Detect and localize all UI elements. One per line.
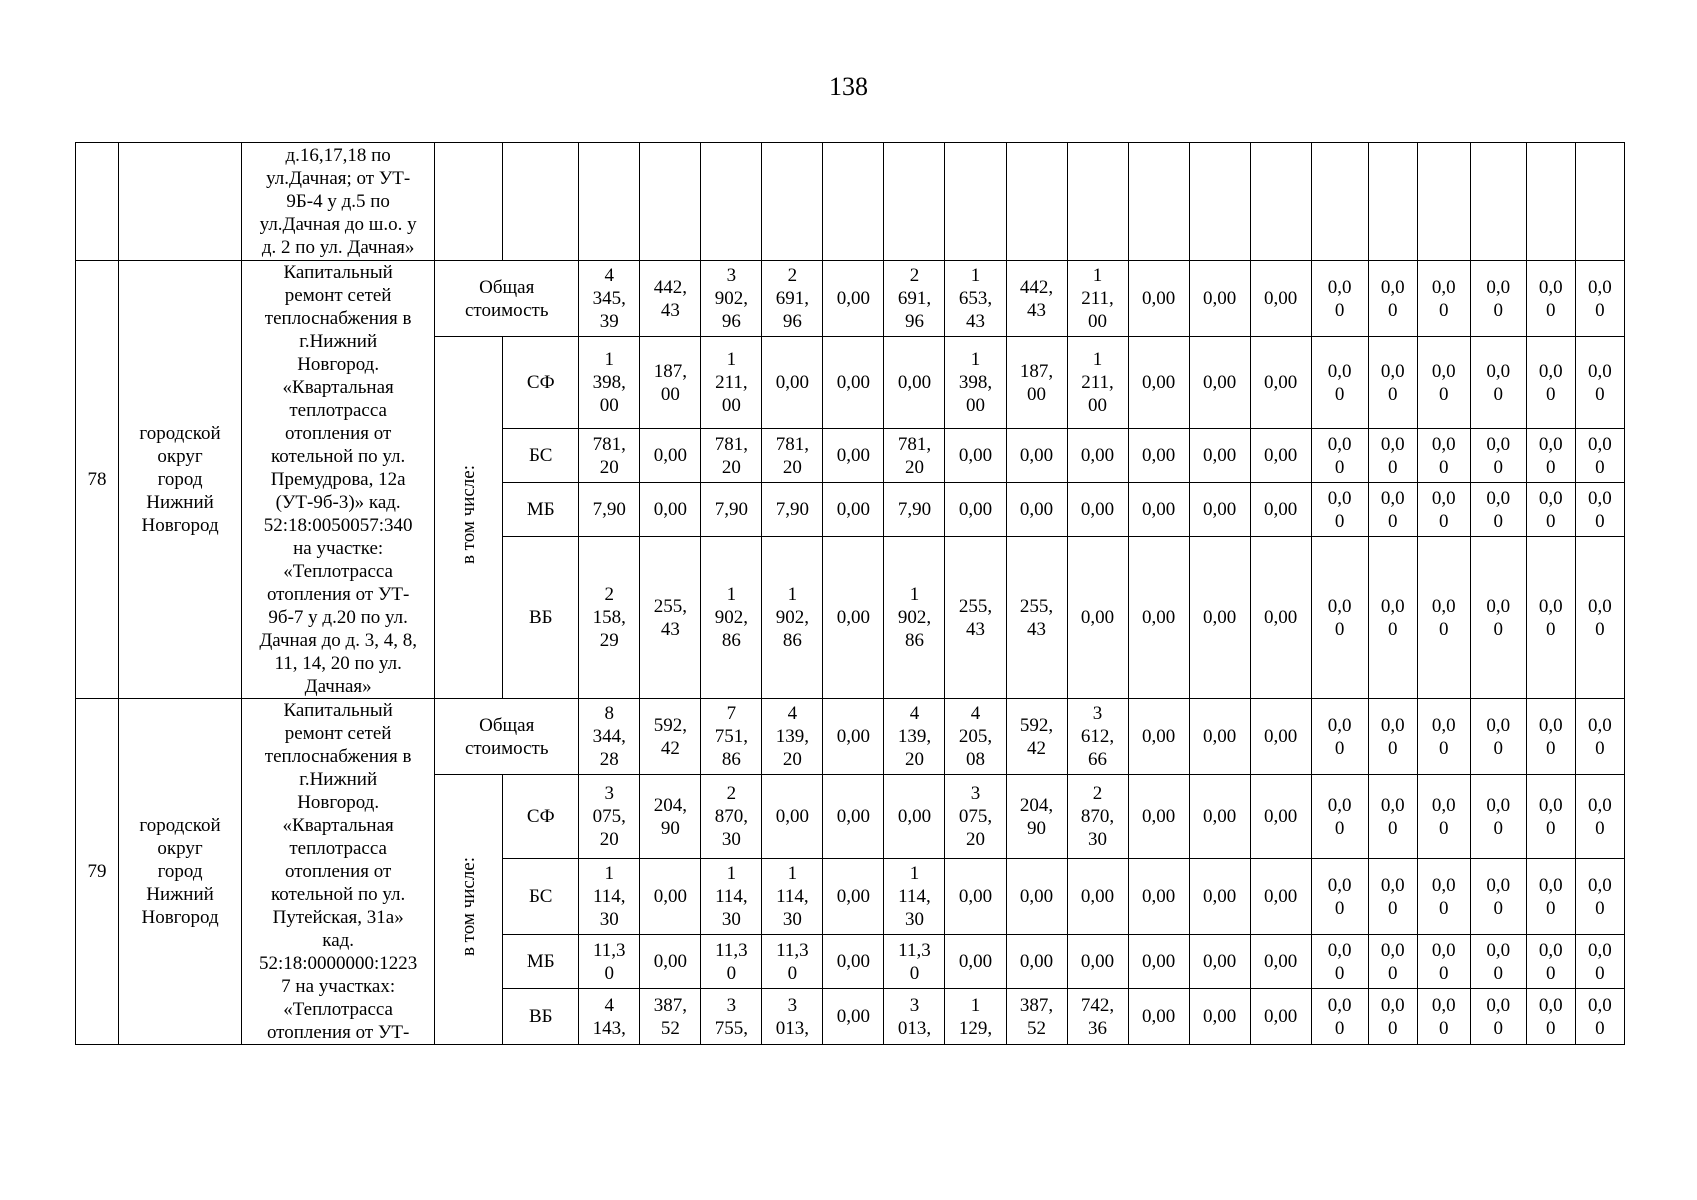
value-cell: 0,00 xyxy=(1006,429,1067,483)
value-cell xyxy=(884,143,945,261)
value-cell: 0,00 xyxy=(1250,537,1311,699)
value-cell: 11,3 0 xyxy=(701,935,762,989)
zero-cell: 0,0 0 xyxy=(1470,859,1526,935)
municipality-cell xyxy=(119,143,242,261)
value-cell xyxy=(823,143,884,261)
value-cell: 0,00 xyxy=(1128,261,1189,337)
zero-cell: 0,0 0 xyxy=(1575,699,1624,775)
value-cell: 1 129, xyxy=(945,989,1006,1045)
zero-cell: 0,0 0 xyxy=(1470,537,1526,699)
value-cell: 0,00 xyxy=(640,429,701,483)
value-cell: 0,00 xyxy=(945,935,1006,989)
zero-cell: 0,0 0 xyxy=(1526,699,1575,775)
zero-cell: 0,0 0 xyxy=(1311,775,1368,859)
funding-source-label: СФ xyxy=(503,775,579,859)
zero-cell: 0,0 0 xyxy=(1526,429,1575,483)
value-cell: 0,00 xyxy=(1189,429,1250,483)
source-label-cell xyxy=(503,143,579,261)
zero-cell: 0,0 0 xyxy=(1470,699,1526,775)
value-cell xyxy=(945,143,1006,261)
value-cell: 0,00 xyxy=(1189,537,1250,699)
value-cell: 0,00 xyxy=(1250,483,1311,537)
including-label: в том числе: xyxy=(458,856,480,957)
zero-cell: 0,0 0 xyxy=(1368,337,1417,429)
zero-cell: 0,0 0 xyxy=(1575,859,1624,935)
zero-cell: 0,0 0 xyxy=(1470,337,1526,429)
value-cell: 781, 20 xyxy=(762,429,823,483)
zero-cell: 0,0 0 xyxy=(1417,775,1470,859)
zero-cell: 0,0 0 xyxy=(1470,989,1526,1045)
funding-source-label: БС xyxy=(503,859,579,935)
funding-source-label: БС xyxy=(503,429,579,483)
total-cost-label: Общая стоимость xyxy=(435,261,579,337)
value-cell: 0,00 xyxy=(823,537,884,699)
zero-cell: 0,0 0 xyxy=(1470,935,1526,989)
zero-cell: 0,0 0 xyxy=(1417,429,1470,483)
zero-cell: 0,0 0 xyxy=(1311,261,1368,337)
value-cell: 1 211, 00 xyxy=(1067,261,1128,337)
source-group-cell xyxy=(435,143,503,261)
value-cell: 781, 20 xyxy=(884,429,945,483)
zero-cell: 0,0 0 xyxy=(1311,537,1368,699)
value-cell: 781, 20 xyxy=(701,429,762,483)
value-cell: 0,00 xyxy=(945,483,1006,537)
value-cell: 0,00 xyxy=(1067,859,1128,935)
value-cell: 0,00 xyxy=(1067,483,1128,537)
zero-cell: 0,0 0 xyxy=(1311,699,1368,775)
value-cell: 11,3 0 xyxy=(762,935,823,989)
zero-cell: 0,0 0 xyxy=(1368,989,1417,1045)
value-cell: 1 114, 30 xyxy=(701,859,762,935)
value-cell: 4 139, 20 xyxy=(762,699,823,775)
value-cell: 387, 52 xyxy=(640,989,701,1045)
zero-cell: 0,0 0 xyxy=(1311,483,1368,537)
value-cell: 0,00 xyxy=(1128,935,1189,989)
zero-cell: 0,0 0 xyxy=(1526,935,1575,989)
value-cell xyxy=(1067,143,1128,261)
value-cell: 0,00 xyxy=(823,989,884,1045)
value-cell: 8 344, 28 xyxy=(579,699,640,775)
zero-cell: 0,0 0 xyxy=(1575,537,1624,699)
table-row xyxy=(76,143,1625,261)
value-cell: 0,00 xyxy=(1189,775,1250,859)
row-number-cell: 78 xyxy=(76,261,119,699)
zero-cell: 0,0 0 xyxy=(1526,775,1575,859)
value-cell: 0,00 xyxy=(1128,429,1189,483)
value-cell: 0,00 xyxy=(823,775,884,859)
value-cell: 0,00 xyxy=(1250,699,1311,775)
value-cell: 0,00 xyxy=(1189,989,1250,1045)
value-cell: 255, 43 xyxy=(640,537,701,699)
value-cell: 0,00 xyxy=(1006,859,1067,935)
zero-cell: 0,0 0 xyxy=(1470,775,1526,859)
zero-cell: 0,0 0 xyxy=(1575,429,1624,483)
zero-cell: 0,0 0 xyxy=(1575,483,1624,537)
value-cell: 7,90 xyxy=(762,483,823,537)
value-cell: 1 398, 00 xyxy=(945,337,1006,429)
value-cell: 0,00 xyxy=(945,429,1006,483)
value-cell: 1 902, 86 xyxy=(884,537,945,699)
municipality-cell: городской округ город Нижний Новгород xyxy=(119,261,242,699)
value-cell: 0,00 xyxy=(1128,483,1189,537)
value-cell xyxy=(701,143,762,261)
value-cell: 0,00 xyxy=(1128,337,1189,429)
value-cell: 0,00 xyxy=(823,261,884,337)
including-cell xyxy=(435,775,503,1045)
value-cell: 0,00 xyxy=(1250,429,1311,483)
value-cell: 187, 00 xyxy=(640,337,701,429)
zero-cell: 0,0 0 xyxy=(1470,429,1526,483)
funding-source-label: ВБ xyxy=(503,537,579,699)
zero-cell: 0,0 0 xyxy=(1575,775,1624,859)
value-cell: 0,00 xyxy=(1128,537,1189,699)
value-cell: 7,90 xyxy=(884,483,945,537)
zero-cell: 0,0 0 xyxy=(1470,261,1526,337)
value-cell xyxy=(1575,143,1624,261)
value-cell xyxy=(1470,143,1526,261)
value-cell xyxy=(1311,143,1368,261)
value-cell: 0,00 xyxy=(762,337,823,429)
zero-cell: 0,0 0 xyxy=(1417,261,1470,337)
value-cell: 442, 43 xyxy=(1006,261,1067,337)
value-cell: 1 211, 00 xyxy=(701,337,762,429)
value-cell: 0,00 xyxy=(1067,429,1128,483)
zero-cell: 0,0 0 xyxy=(1526,989,1575,1045)
value-cell: 7,90 xyxy=(701,483,762,537)
value-cell xyxy=(640,143,701,261)
including-label: в том числе: xyxy=(458,464,480,565)
value-cell: 0,00 xyxy=(1250,859,1311,935)
value-cell: 1 653, 43 xyxy=(945,261,1006,337)
zero-cell: 0,0 0 xyxy=(1368,859,1417,935)
zero-cell: 0,0 0 xyxy=(1311,935,1368,989)
value-cell: 204, 90 xyxy=(640,775,701,859)
zero-cell: 0,0 0 xyxy=(1417,989,1470,1045)
zero-cell: 0,0 0 xyxy=(1526,483,1575,537)
value-cell: 387, 52 xyxy=(1006,989,1067,1045)
value-cell: 0,00 xyxy=(1006,483,1067,537)
value-cell: 0,00 xyxy=(1189,935,1250,989)
zero-cell: 0,0 0 xyxy=(1368,483,1417,537)
value-cell: 2 691, 96 xyxy=(762,261,823,337)
value-cell: 2 158, 29 xyxy=(579,537,640,699)
value-cell: 0,00 xyxy=(1189,859,1250,935)
value-cell: 0,00 xyxy=(1067,537,1128,699)
value-cell xyxy=(1250,143,1311,261)
zero-cell: 0,0 0 xyxy=(1311,859,1368,935)
zero-cell: 0,0 0 xyxy=(1417,699,1470,775)
zero-cell: 0,0 0 xyxy=(1417,859,1470,935)
value-cell: 592, 42 xyxy=(640,699,701,775)
value-cell: 0,00 xyxy=(1250,775,1311,859)
value-cell: 0,00 xyxy=(823,483,884,537)
value-cell: 4 143, xyxy=(579,989,640,1045)
row-number-cell xyxy=(76,143,119,261)
value-cell: 0,00 xyxy=(823,935,884,989)
zero-cell: 0,0 0 xyxy=(1526,537,1575,699)
value-cell: 1 211, 00 xyxy=(1067,337,1128,429)
description-cell: Капитальный ремонт сетей теплоснабжения в г.Нижний Новгород. «Квартальная теплотрасса отопления от котельной по ул. Премудрова, 12а (УТ-9б-3)» кад. 52:18:0050057:340 на участке: «Теплотрасса отопления от УТ- 9б-7 у д.20 по ул. Дачная до д. 3, 4, 8, 11, 14, 20 по ул. Дачная» xyxy=(242,261,435,699)
value-cell: 1 114, 30 xyxy=(762,859,823,935)
zero-cell: 0,0 0 xyxy=(1526,859,1575,935)
zero-cell: 0,0 0 xyxy=(1368,699,1417,775)
zero-cell: 0,0 0 xyxy=(1417,537,1470,699)
value-cell: 0,00 xyxy=(1128,989,1189,1045)
value-cell: 1 902, 86 xyxy=(701,537,762,699)
value-cell: 3 612, 66 xyxy=(1067,699,1128,775)
value-cell: 255, 43 xyxy=(945,537,1006,699)
value-cell: 0,00 xyxy=(1250,989,1311,1045)
value-cell: 1 114, 30 xyxy=(884,859,945,935)
zero-cell: 0,0 0 xyxy=(1417,337,1470,429)
value-cell: 0,00 xyxy=(1189,483,1250,537)
value-cell: 4 205, 08 xyxy=(945,699,1006,775)
value-cell: 0,00 xyxy=(823,859,884,935)
value-cell: 2 870, 30 xyxy=(701,775,762,859)
value-cell xyxy=(1417,143,1470,261)
value-cell: 0,00 xyxy=(1128,859,1189,935)
value-cell: 0,00 xyxy=(1189,261,1250,337)
value-cell xyxy=(1526,143,1575,261)
zero-cell: 0,0 0 xyxy=(1311,337,1368,429)
value-cell xyxy=(1006,143,1067,261)
value-cell xyxy=(1128,143,1189,261)
value-cell: 11,3 0 xyxy=(884,935,945,989)
value-cell: 0,00 xyxy=(640,859,701,935)
value-cell: 0,00 xyxy=(1067,935,1128,989)
value-cell: 0,00 xyxy=(1189,337,1250,429)
funding-source-label: ВБ xyxy=(503,989,579,1045)
value-cell: 2 870, 30 xyxy=(1067,775,1128,859)
value-cell: 1 902, 86 xyxy=(762,537,823,699)
zero-cell: 0,0 0 xyxy=(1368,775,1417,859)
value-cell: 0,00 xyxy=(1128,775,1189,859)
zero-cell: 0,0 0 xyxy=(1526,261,1575,337)
value-cell: 1 398, 00 xyxy=(579,337,640,429)
funding-source-label: МБ xyxy=(503,935,579,989)
value-cell: 3 075, 20 xyxy=(945,775,1006,859)
value-cell xyxy=(1189,143,1250,261)
value-cell: 0,00 xyxy=(1250,337,1311,429)
value-cell: 2 691, 96 xyxy=(884,261,945,337)
value-cell: 1 114, 30 xyxy=(579,859,640,935)
zero-cell: 0,0 0 xyxy=(1470,483,1526,537)
including-cell xyxy=(435,337,503,699)
value-cell: 0,00 xyxy=(823,699,884,775)
zero-cell: 0,0 0 xyxy=(1575,935,1624,989)
value-cell: 592, 42 xyxy=(1006,699,1067,775)
cost-table xyxy=(75,142,1625,1045)
value-cell: 7,90 xyxy=(579,483,640,537)
value-cell: 11,3 0 xyxy=(579,935,640,989)
value-cell xyxy=(579,143,640,261)
value-cell: 0,00 xyxy=(1128,699,1189,775)
zero-cell: 0,0 0 xyxy=(1575,337,1624,429)
value-cell: 0,00 xyxy=(823,429,884,483)
value-cell xyxy=(762,143,823,261)
table-row xyxy=(76,699,1625,775)
funding-source-label: МБ xyxy=(503,483,579,537)
page-number: 138 xyxy=(829,72,868,101)
value-cell: 255, 43 xyxy=(1006,537,1067,699)
value-cell: 0,00 xyxy=(1189,699,1250,775)
zero-cell: 0,0 0 xyxy=(1526,337,1575,429)
zero-cell: 0,0 0 xyxy=(1368,537,1417,699)
zero-cell: 0,0 0 xyxy=(1575,261,1624,337)
value-cell: 204, 90 xyxy=(1006,775,1067,859)
value-cell: 7 751, 86 xyxy=(701,699,762,775)
value-cell: 0,00 xyxy=(1250,935,1311,989)
value-cell: 3 013, xyxy=(884,989,945,1045)
description-cell: Капитальный ремонт сетей теплоснабжения в г.Нижний Новгород. «Квартальная теплотрасса отопления от котельной по ул. Путейская, 31а» кад. 52:18:0000000:1223 7 на участках: «Теплотрасса отопления от УТ- xyxy=(242,699,435,1045)
zero-cell: 0,0 0 xyxy=(1417,935,1470,989)
value-cell: 0,00 xyxy=(884,337,945,429)
value-cell: 3 013, xyxy=(762,989,823,1045)
value-cell: 0,00 xyxy=(884,775,945,859)
funding-source-label: СФ xyxy=(503,337,579,429)
value-cell: 0,00 xyxy=(1006,935,1067,989)
value-cell: 0,00 xyxy=(640,483,701,537)
value-cell: 442, 43 xyxy=(640,261,701,337)
value-cell: 4 345, 39 xyxy=(579,261,640,337)
municipality-cell: городской округ город Нижний Новгород xyxy=(119,699,242,1045)
value-cell: 3 902, 96 xyxy=(701,261,762,337)
value-cell: 0,00 xyxy=(640,935,701,989)
zero-cell: 0,0 0 xyxy=(1311,989,1368,1045)
value-cell: 742, 36 xyxy=(1067,989,1128,1045)
zero-cell: 0,0 0 xyxy=(1368,935,1417,989)
value-cell: 0,00 xyxy=(945,859,1006,935)
row-number-cell: 79 xyxy=(76,699,119,1045)
zero-cell: 0,0 0 xyxy=(1417,483,1470,537)
value-cell: 0,00 xyxy=(1250,261,1311,337)
value-cell: 187, 00 xyxy=(1006,337,1067,429)
table-row xyxy=(76,261,1625,337)
value-cell: 3 755, xyxy=(701,989,762,1045)
description-cell: д.16,17,18 по ул.Дачная; от УТ- 9Б-4 у д.5 по ул.Дачная до ш.о. у д. 2 по ул. Дачная» xyxy=(242,143,435,261)
value-cell: 3 075, 20 xyxy=(579,775,640,859)
value-cell: 781, 20 xyxy=(579,429,640,483)
zero-cell: 0,0 0 xyxy=(1311,429,1368,483)
value-cell: 0,00 xyxy=(823,337,884,429)
zero-cell: 0,0 0 xyxy=(1368,429,1417,483)
value-cell: 4 139, 20 xyxy=(884,699,945,775)
value-cell xyxy=(1368,143,1417,261)
value-cell: 0,00 xyxy=(762,775,823,859)
zero-cell: 0,0 0 xyxy=(1575,989,1624,1045)
zero-cell: 0,0 0 xyxy=(1368,261,1417,337)
total-cost-label: Общая стоимость xyxy=(435,699,579,775)
